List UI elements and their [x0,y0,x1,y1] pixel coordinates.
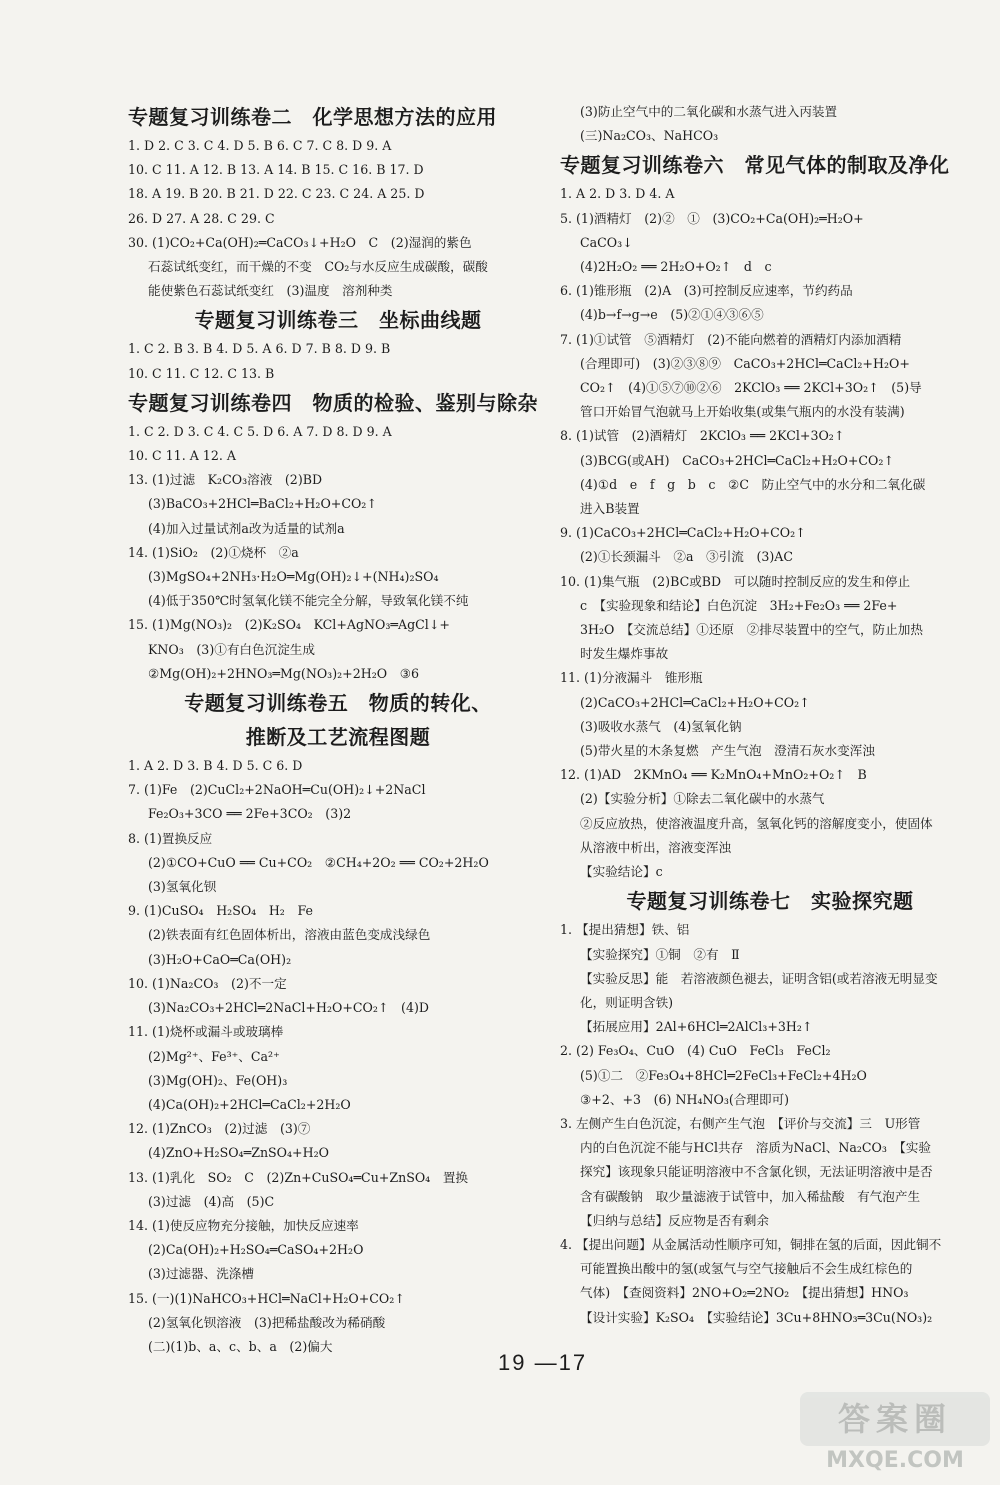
answer-line: (2)①长颈漏斗 ②a ③引流 (3)AC [580,549,794,565]
answer-line: 10. (1)Na₂CO₃ (2)不一定 [128,975,287,991]
answer-line: (2)Ca(OH)₂+H₂SO₄═CaSO₄+2H₂O [148,1242,364,1258]
section-title-4: 专题复习训练卷四 物质的检验、鉴别与除杂 [128,390,538,415]
section-title-7: 专题复习训练卷七 实验探究题 [626,889,914,914]
answer-line: 管口开始冒气泡就马上开始收集(或集气瓶内的水没有装满) [580,404,905,420]
page-number: 19 —17 [498,1350,588,1375]
section-4-answers [128,420,548,686]
answer-line: (4)加入过量试剂a改为适量的试剂a [148,520,345,536]
section-title-2: 专题复习训练卷二 化学思想方法的应用 [128,105,497,129]
section-title-5a: 专题复习训练卷五 物质的转化、 [184,691,492,716]
answer-line: (3)MgSO₄+2NH₃·H₂O═Mg(OH)₂↓+(NH₄)₂SO₄ [148,569,439,585]
answer-line: (4)Ca(OH)₂+2HCl═CaCl₂+2H₂O [148,1096,351,1112]
answer-line: 8. (1)置换反应 [128,830,213,846]
answer-line: (3)过滤 (4)高 (5)C [148,1193,275,1209]
answer-line: Fe₂O₃+3CO ══ 2Fe+3CO₂ (3)2 [148,806,352,822]
answer-line: 1. C 2. B 3. B 4. D 5. A 6. D 7. B 8. D 9. B [128,341,391,357]
answer-line: 11. (1)烧杯或漏斗或玻璃棒 [128,1024,284,1040]
answer-line: 10. C 11. A 12. B 13. A 14. B 15. C 16. B 17. D [128,162,424,178]
answer-line: 15. (一)(1)NaHCO₃+HCl═NaCl+H₂O+CO₂↑ [128,1290,405,1306]
answer-line: CO₂↑ (4)①⑤⑦⑩②⑥ 2KClO₃ ══ 2KCl+3O₂↑ (5)导 [580,380,922,396]
watermark-logo [800,1392,990,1476]
section-title-3: 专题复习训练卷三 坐标曲线题 [194,308,482,333]
answer-line: (5)带火星的木条复燃 产生气泡 澄清石灰水变浑浊 [580,743,875,759]
right-column [560,100,980,1330]
answer-line: 9. (1)CuSO₄ H₂SO₄ H₂ Fe [128,903,313,919]
answer-line: 10. C 11. A 12. A [128,448,236,464]
section-6-answers [560,182,980,884]
answer-line: 8. (1)试管 (2)酒精灯 2KClO₃ ══ 2KCl+3O₂↑ [560,428,845,444]
answer-line: 石蕊试纸变红，而干燥的不变 CO₂与水反应生成碳酸，碳酸 [148,259,488,275]
answer-line: 7. (1)Fe (2)CuCl₂+2NaOH═Cu(OH)₂↓+2NaCl [128,782,426,798]
answer-line: 1. C 2. D 3. C 4. C 5. D 6. A 7. D 8. D 9. A [128,423,392,439]
answer-line: 气体) 【查阅资料】2NO+O₂═2NO₂ 【提出猜想】HNO₃ [580,1285,909,1301]
watermark-logo-mark: 答案圈 [800,1392,990,1446]
section-5-answers [128,754,548,1359]
answer-line: (三)Na₂CO₃、NaHCO₃ [580,128,719,144]
answer-line: (4)2H₂O₂ ══ 2H₂O+O₂↑ d c [580,259,772,275]
answer-line: 10. (1)集气瓶 (2)BC或BD 可以随时控制反应的发生和停止 [560,573,911,589]
answer-line: 15. (1)Mg(NO₃)₂ (2)K₂SO₄ KCl+AgNO₃═AgCl↓+ [128,617,450,633]
answer-line: 1. A 2. D 3. D 4. A [560,186,675,202]
answer-line: (4)ZnO+H₂SO₄═ZnSO₄+H₂O [148,1145,329,1161]
answer-line: 【归纳与总结】反应物是否有剩余 [580,1212,769,1228]
answer-line: (3)BCG(或AH) CaCO₃+2HCl═CaCl₂+H₂O+CO₂↑ [580,452,894,468]
answer-line: 7. (1)①试管 ⑤酒精灯 (2)不能向燃着的酒精灯内添加酒精 [560,331,902,347]
answer-line: 14. (1)SiO₂ (2)①烧杯 ②a [128,544,299,560]
answer-line: 【实验探究】①铜 ②有 Ⅱ [580,946,740,962]
answer-line: 30. (1)CO₂+Ca(OH)₂═CaCO₃↓+H₂O C (2)湿润的紫色 [128,234,472,250]
answer-line: (3)氢氧化钡 [148,879,217,895]
answer-line: 探究】该现象只能证明溶液中不含氯化钡，无法证明溶液中是否 [580,1164,933,1180]
answer-line: (3)BaCO₃+2HCl═BaCl₂+H₂O+CO₂↑ [148,496,377,512]
answer-line: 13. (1)过滤 K₂CO₃溶液 (2)BD [128,472,323,488]
continued-answers [560,100,980,148]
answer-line: 13. (1)乳化 SO₂ C (2)Zn+CuSO₄═Cu+ZnSO₄ 置换 [128,1169,469,1185]
answer-line: ③+2、+3 (6) NH₄NO₃(合理即可) [580,1091,790,1107]
answer-line: 化，则证明含铁) [580,994,674,1010]
answer-line: (3)Na₂CO₃+2HCl═2NaCl+H₂O+CO₂↑ (4)D [148,1000,429,1016]
answer-line: c 【实验现象和结论】白色沉淀 3H₂+Fe₂O₃ ══ 2Fe+ [580,597,898,613]
answer-line: 【设计实验】K₂SO₄ 【实验结论】3Cu+8HNO₃═3Cu(NO₃)₂ [580,1309,933,1325]
answer-line: 26. D 27. A 28. C 29. C [128,210,275,226]
answer-line: 3H₂O 【交流总结】①还原 ②排尽装置中的空气，防止加热 [580,622,923,638]
answer-line: (2)①CO+CuO ══ Cu+CO₂ ②CH₄+2O₂ ══ CO₂+2H₂O [148,854,489,870]
section-title-5b: 推断及工艺流程图题 [245,725,431,750]
answer-line: (3)吸收水蒸气 (4)氢氧化钠 [580,718,742,734]
answer-line: 进入B装置 [580,501,640,517]
section-2-answers [128,134,548,303]
answer-line: (2)【实验分析】①除去二氧化碳中的水蒸气 [580,791,825,807]
answer-line: 14. (1)使反应物充分接触，加快反应速率 [128,1217,359,1233]
answer-line: ②Mg(OH)₂+2HNO₃═Mg(NO₃)₂+2H₂O ③6 [148,665,419,681]
answer-line: 能使紫色石蕊试纸变红 (3)温度 溶剂种类 [148,283,393,299]
answer-line: 9. (1)CaCO₃+2HCl═CaCl₂+H₂O+CO₂↑ [560,525,806,541]
answer-line: 含有碳酸钠 取少量滤液于试管中，加入稀盐酸 有气泡产生 [580,1188,921,1204]
answer-line: (2)CaCO₃+2HCl═CaCl₂+H₂O+CO₂↑ [580,694,810,710]
answer-line: KNO₃ (3)①有白色沉淀生成 [148,641,315,657]
answer-line: (5)①二 ②Fe₃O₄+8HCl═2FeCl₃+FeCl₂+4H₂O [580,1067,867,1083]
watermark-url: MXQE.COM [826,1448,964,1473]
answer-line: 10. C 11. C 12. C 13. B [128,365,275,381]
answer-line: 时发生爆炸事故 [580,646,669,662]
answer-line: 3. 左侧产生白色沉淀，右侧产生气泡 【评价与交流】三 U形管 [560,1115,921,1131]
answer-line: 内的白色沉淀不能与HCl共存 溶质为NaCl、Na₂CO₃ 【实验 [580,1140,931,1156]
left-column [128,100,548,1359]
answer-line: (二)(1)b、a、c、b、a (2)偏大 [148,1338,333,1354]
answer-line: 12. (1)ZnCO₃ (2)过滤 (3)⑦ [128,1121,311,1137]
answer-line: 4. 【提出问题】从金属活动性顺序可知，铜排在氢的后面，因此铜不 [560,1236,942,1252]
answer-line: (4)b→f→g→e (5)②①④③⑥⑤ [580,307,764,323]
answer-line: (2)铁表面有红色固体析出，溶液由蓝色变成浅绿色 [148,927,431,943]
section-title-6: 专题复习训练卷六 常见气体的制取及净化 [560,153,950,178]
answer-line: 从溶液中析出，溶液变浑浊 [580,839,732,855]
answer-line: (3)Mg(OH)₂、Fe(OH)₃ [148,1072,288,1088]
answer-line: 6. (1)锥形瓶 (2)A (3)可控制反应速率，节约药品 [560,283,853,299]
answer-line: CaCO₃↓ [580,234,633,250]
answer-line: ②反应放热，使溶液温度升高，氢氧化钙的溶解度变小，使固体 [580,815,933,831]
answer-line: (2)氢氧化钡溶液 (3)把稀盐酸改为稀硝酸 [148,1314,386,1330]
answer-line: (3)防止空气中的二氧化碳和水蒸气进入丙装置 [580,104,838,119]
answer-line: 【实验反思】能 若溶液颜色褪去，证明含铝(或若溶液无明显变 [580,970,938,986]
answer-line: (4)①d e f g b c ②C 防止空气中的水分和二氧化碳 [580,476,926,492]
answer-line: 18. A 19. B 20. B 21. D 22. C 23. C 24. A 25. D [128,186,425,202]
answer-line: (3)H₂O+CaO═Ca(OH)₂ [148,951,292,967]
answer-line: 1. D 2. C 3. C 4. D 5. B 6. C 7. C 8. D 9. A [128,138,392,153]
answer-line: (4)低于350℃时氢氧化镁不能完全分解，导致氧化镁不纯 [148,593,469,609]
answer-line: 5. (1)酒精灯 (2)② ① (3)CO₂+Ca(OH)₂═H₂O+ [560,210,864,226]
answer-line: 【实验结论】c [580,864,663,880]
answer-line: 11. (1)分液漏斗 锥形瓶 [560,670,703,686]
answer-line: (2)Mg²⁺、Fe³⁺、Ca²⁺ [148,1048,280,1064]
answer-line: 2. (2) Fe₃O₄、CuO (4) CuO FeCl₃ FeCl₂ [560,1043,831,1059]
section-3-answers [128,337,548,385]
answer-line: 12. (1)AD 2KMnO₄ ══ K₂MnO₄+MnO₂+O₂↑ B [560,767,867,783]
answer-line: 可能置换出酸中的氢(或氢气与空气接触后不会生成红棕色的 [580,1261,913,1277]
answer-line: 【拓展应用】2Al+6HCl═2AlCl₃+3H₂↑ [580,1019,813,1035]
answer-line: (合理即可) (3)②③⑧⑨ CaCO₃+2HCl═CaCl₂+H₂O+ [580,355,910,371]
answer-line: 1. A 2. D 3. B 4. D 5. C 6. D [128,758,303,774]
section-7-answers [560,918,980,1329]
answer-line: 1. 【提出猜想】铁、铝 [560,922,690,938]
answer-line: (3)过滤器、洗涤槽 [148,1266,254,1282]
